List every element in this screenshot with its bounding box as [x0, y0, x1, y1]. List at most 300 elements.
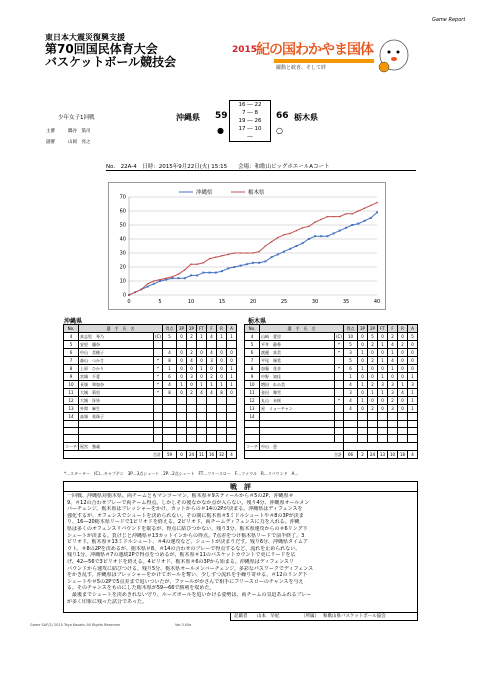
player-stat [163, 341, 177, 349]
player-stat: 4 [207, 333, 217, 341]
player-row [245, 428, 418, 435]
umpire-label: 副審 [46, 140, 55, 145]
player-stat: 0 [398, 397, 408, 405]
score-chart-svg [109, 183, 387, 311]
review-line: 一回戦、沖縄県対栃木県。両チームともマンツーマン。栃木県＃9スティールから＃5の2P、沖縄県＃ [67, 493, 294, 499]
copyright: Game SAF/2/ 2015 Toyo Kasaku All Rights Reserved [30, 623, 121, 627]
player-stat: 8 [163, 357, 177, 365]
player-name [79, 428, 154, 435]
player-stat: 1 [217, 333, 227, 341]
player-stat [388, 413, 398, 421]
player-stat [344, 421, 358, 428]
away-team: 栃木県 [294, 113, 318, 122]
x-tick-label: 35 [342, 299, 350, 305]
player-stat [187, 397, 197, 405]
home-point [345, 227, 347, 229]
player-stat: 3 [408, 381, 418, 389]
player-stat: 0 [358, 373, 368, 381]
player-stat [358, 421, 368, 428]
coach-blank [163, 442, 237, 450]
player-row [64, 397, 237, 405]
player-stat: 5 [163, 333, 177, 341]
y-tick-label: 0 [122, 292, 126, 299]
away-point [134, 291, 136, 293]
logo-stripe [274, 59, 374, 63]
affiliation: 和歌山県バスケットボール協会 [323, 614, 386, 619]
total-label: 合計 [64, 450, 163, 458]
player-stat: 1 [378, 389, 388, 397]
away-point [376, 202, 378, 204]
home-point [227, 267, 229, 269]
away-point [351, 213, 353, 215]
player-stat: 0 [177, 373, 187, 381]
coach-label: コーチ [246, 443, 258, 449]
away-point [258, 251, 260, 253]
home-team: 沖縄県 [176, 113, 200, 122]
home-point [240, 265, 242, 267]
total-stat: 10 [388, 450, 398, 458]
player-stat: 12 [245, 397, 260, 405]
player-stat: 8 [163, 389, 177, 397]
player-stat [388, 428, 398, 435]
player-row [64, 381, 237, 389]
x-tick-label: 25 [280, 299, 288, 305]
player-stat [227, 413, 237, 421]
player-stat [187, 428, 197, 435]
home-point [283, 251, 285, 253]
player-stat [378, 428, 388, 435]
player-stat: 0 [197, 349, 207, 357]
away-point [370, 205, 372, 207]
player-row [64, 357, 237, 365]
home-point [271, 256, 273, 258]
affiliation-label: （所属） [301, 614, 319, 619]
header-cell: 選 手 氏 名 [260, 325, 344, 333]
player-stat: 0 [217, 357, 227, 365]
player-stat [64, 421, 79, 428]
player-stat: 2 [207, 373, 217, 381]
away-point [333, 216, 335, 218]
player-stat: 1 [408, 373, 418, 381]
player-stat: 1 [378, 341, 388, 349]
total-label: 合計 [245, 450, 344, 458]
legend-label: 沖縄県 [196, 190, 213, 196]
player-stat: 2 [187, 389, 197, 397]
review-line: シュートが決まる。負けじと沖縄県＃13カットインからの得点。7点差をつけ栃木県リードで前半終了。3 [67, 532, 305, 539]
player-stat [187, 341, 197, 349]
player-stat [163, 405, 177, 413]
player-role [335, 421, 344, 428]
player-name [260, 435, 335, 442]
player-name: 星 ミョーチャン [260, 405, 335, 413]
header-cell: F [388, 325, 398, 333]
player-stat: 1 [398, 381, 408, 389]
player-row [64, 341, 237, 349]
player-stat [163, 397, 177, 405]
player-name [260, 413, 335, 421]
header-cell: R [398, 325, 408, 333]
kokutai-logo [232, 35, 412, 75]
header-cell: A [408, 325, 418, 333]
home-point [215, 272, 217, 274]
report-label: Game Report [432, 17, 466, 23]
player-stat: 3 [187, 373, 197, 381]
game-info: No. 22A-4 日時：2015年9月22日(火) 15:15 会場：和歌山ビッグホエールAコート [106, 164, 330, 170]
player-stat: 0 [408, 357, 418, 365]
player-stat: 0 [398, 405, 408, 413]
recorder: 山本 早紀 [257, 614, 280, 619]
player-role: * [335, 397, 344, 405]
player-name: 加藤 花音 [260, 365, 335, 373]
player-stat: 4 [388, 357, 398, 365]
info-rule [106, 170, 416, 171]
player-stat [368, 435, 378, 442]
player-stat [217, 413, 227, 421]
player-role: * [154, 389, 163, 397]
player-stat: 1 [368, 389, 378, 397]
player-stat [207, 421, 217, 428]
player-stat: 0 [187, 365, 197, 373]
review-line: をかき乱す。沖縄県はプレッシャーをかけてボールを奪い、少しずつ流れを手繰り寄せる。＃12のリング下 [67, 572, 308, 579]
player-stat: 1 [197, 381, 207, 389]
x-tick-label: 10 [187, 299, 195, 305]
player-stat [378, 413, 388, 421]
player-stat [217, 435, 227, 442]
total-stat: 13 [378, 450, 388, 458]
player-stat [177, 428, 187, 435]
home-point [184, 277, 186, 279]
review-line: が多く印象に残った試合であった。 [67, 598, 147, 605]
home-point [295, 245, 297, 247]
review-line: 9、＃12の合わせプレーで両チーム得点。しかしその後なかなか点が入らない。残り4分、沖縄県オールメン [67, 499, 310, 506]
player-row [245, 381, 418, 389]
period-ot: ― [247, 134, 253, 140]
player-stat [197, 413, 207, 421]
total-stat: 4 [227, 450, 237, 458]
player-stat: 0 [368, 349, 378, 357]
player-stat: 0 [227, 389, 237, 397]
home-stats-table [63, 324, 237, 459]
player-stat: 14 [245, 413, 260, 421]
player-role: * [335, 341, 344, 349]
player-stat [64, 435, 79, 442]
review-line: バーチェンジ。栃木県はプレッシャーをかけ、カットからの＃14の2Pが決まる。沖縄県はディフェンスを [67, 506, 303, 513]
player-stat: 13 [245, 405, 260, 413]
header-cell: No. [245, 325, 260, 333]
player-stat: 2 [187, 349, 197, 357]
player-role [335, 435, 344, 442]
review-line: げ、42―56で3ピリオドを終える。4ピリオド、栃木県＃6の3Pから始まる。沖縄県はディフェンスリ [67, 558, 294, 565]
home-point [221, 270, 223, 272]
player-stat [163, 428, 177, 435]
player-name: 平尾 瑞希 [260, 357, 335, 365]
review-line: 最後までシュートを決めきれない守り、ルーズボールを追いかける姿勢は、両チームの気迫あふれるプレー [67, 591, 312, 598]
home-point [320, 235, 322, 237]
player-stat [227, 341, 237, 349]
coach-name: 屋宮 強義 [79, 442, 163, 450]
player-name [260, 421, 335, 428]
player-stat [197, 428, 207, 435]
player-stat: 2 [368, 341, 378, 349]
player-stat: 1 [217, 381, 227, 389]
player-role: * [154, 365, 163, 373]
player-stat: 10 [245, 381, 260, 389]
player-stat: 0 [378, 397, 388, 405]
home-point [258, 262, 260, 264]
player-stat: 0 [207, 365, 217, 373]
player-row [64, 349, 237, 357]
player-role [154, 428, 163, 435]
player-stat: 1 [378, 373, 388, 381]
period-2: 7 ― 8 [242, 110, 258, 116]
player-stat: 4 [344, 397, 358, 405]
period-3: 19 ― 26 [238, 118, 262, 124]
player-stat [408, 413, 418, 421]
home-point [314, 235, 316, 237]
away-point [277, 237, 279, 239]
player-stat: 1 [388, 349, 398, 357]
header-cell: 得点 [344, 325, 358, 333]
review-line: シュートや＃5の2Pで5点差まで追いついたが、ファールがかさんで相手にフリースローのチャンスを与え [67, 578, 304, 585]
player-stat [163, 421, 177, 428]
player-stat: 4 [207, 349, 217, 357]
player-stat: 4 [398, 389, 408, 397]
away-point [327, 216, 329, 218]
title-line1: 東日本大震災復興支援 [45, 33, 125, 42]
period-1: 16 ― 22 [238, 102, 262, 108]
player-stat [187, 413, 197, 421]
player-stat: 4 [388, 341, 398, 349]
player-stat [217, 405, 227, 413]
player-stat: 0 [398, 349, 408, 357]
player-stat: 0 [368, 373, 378, 381]
home-point [351, 224, 353, 226]
player-row [245, 397, 418, 405]
recorder-box [230, 612, 418, 621]
total-stat: 66 [344, 450, 358, 458]
player-stat [177, 421, 187, 428]
player-stat: 1 [408, 389, 418, 397]
player-stat [163, 413, 177, 421]
player-stat: 0 [378, 365, 388, 373]
away-point [320, 219, 322, 221]
x-tick-label: 5 [158, 299, 162, 305]
review-line: 強化するが、オフェンスでシュートを決められない。その間に栃木県＃5ミドルシュートや＃8の3Pが決ま [67, 512, 304, 519]
player-stat [378, 421, 388, 428]
player-stat: 4 [344, 381, 358, 389]
player-stat [358, 435, 368, 442]
total-stat: 18 [398, 450, 408, 458]
player-stat: 0 [358, 389, 368, 397]
player-stat: 5 [64, 341, 79, 349]
player-stat: 0 [398, 365, 408, 373]
player-name: 金田 舞雪 [260, 389, 335, 397]
player-stat: 11 [64, 389, 79, 397]
player-stat: 0 [408, 341, 418, 349]
player-stat [207, 341, 217, 349]
away-point [339, 216, 341, 218]
player-stat [207, 397, 217, 405]
player-name: 平井 静香 [260, 341, 335, 349]
player-stat [197, 405, 207, 413]
away-point [153, 280, 155, 282]
player-stat [207, 428, 217, 435]
player-role [154, 413, 163, 421]
away-point [184, 269, 186, 271]
home-point [333, 232, 335, 234]
total-stat: 32 [217, 450, 227, 458]
player-stat: 7 [245, 357, 260, 365]
header-cell: R [217, 325, 227, 333]
total-stat: 24 [368, 450, 378, 458]
player-stat [217, 341, 227, 349]
player-stat: 9 [245, 373, 260, 381]
player-stat [344, 428, 358, 435]
player-stat [64, 428, 79, 435]
player-stat: 4 [344, 405, 358, 413]
header-cell: 得点 [163, 325, 177, 333]
umpire: 山岡 亮之 [68, 140, 91, 145]
away-point [215, 256, 217, 258]
player-row [64, 428, 237, 435]
player-row [245, 373, 418, 381]
player-stat: 1 [388, 365, 398, 373]
coach-row [64, 442, 237, 450]
player-stat: 5 [344, 357, 358, 365]
total-stat: 0 [177, 450, 187, 458]
home-point [190, 274, 192, 276]
x-tick-label: 0 [127, 299, 131, 305]
player-row [245, 389, 418, 397]
player-role [335, 389, 344, 397]
home-point [308, 238, 310, 240]
player-stat: 5 [368, 333, 378, 341]
player-name [79, 435, 154, 442]
review-line: ピリオド、栃木県＃13ミドルシュート、＃4の速攻など、シュートが決まりだす。残り6分、沖縄県タイムア [67, 539, 308, 546]
player-row [64, 413, 237, 421]
logo-sub: 躍動と歓喜、そして絆 [276, 65, 327, 71]
player-role [154, 435, 163, 442]
player-stat [245, 421, 260, 428]
player-stat: 3 [388, 405, 398, 413]
player-stat [245, 428, 260, 435]
player-stat [227, 397, 237, 405]
player-stat [378, 435, 388, 442]
player-stat: 0 [388, 373, 398, 381]
y-tick-label: 10 [119, 278, 126, 285]
player-stat: 8 [245, 365, 260, 373]
player-stat: 14 [64, 413, 79, 421]
coach-blank [344, 442, 418, 450]
player-stat: 10 [64, 381, 79, 389]
legend-label: 栃木県 [248, 190, 265, 196]
player-role [154, 341, 163, 349]
player-role: * [335, 365, 344, 373]
away-point [283, 234, 285, 236]
player-stat: 0 [358, 405, 368, 413]
player-stat: 4 [187, 357, 197, 365]
player-stat [197, 421, 207, 428]
player-stat [177, 435, 187, 442]
player-name: 中野 知佳 [260, 373, 335, 381]
player-row [64, 333, 237, 341]
stats-legend: *…スターター (C)…キャプテン 3P…3点シュート 2P…2点シュート FT…フリースロー F…ファウル R…リバウンド A… [64, 471, 299, 476]
player-stat: 2 [187, 333, 197, 341]
away-stats-table [244, 324, 418, 459]
player-stat: 3 [207, 357, 217, 365]
player-stat [388, 435, 398, 442]
total-row [64, 450, 237, 458]
logo-brand: 紀の国わかやま国体 [256, 42, 373, 58]
player-stat: 1 [344, 373, 358, 381]
player-stat: 1 [197, 333, 207, 341]
away-point [308, 226, 310, 228]
away-point [296, 230, 298, 232]
player-role [154, 405, 163, 413]
away-point [271, 241, 273, 243]
header-cell: 2P [368, 325, 378, 333]
player-stat: 0 [197, 357, 207, 365]
version: Ver.3.00a [175, 623, 192, 627]
player-role [154, 421, 163, 428]
header-cell: 3P [177, 325, 187, 333]
player-row [64, 405, 237, 413]
player-stat: 1 [207, 381, 217, 389]
x-tick-label: 30 [311, 299, 319, 305]
away-point [227, 254, 229, 256]
logo-year: 2015 [232, 45, 258, 55]
player-stat [187, 435, 197, 442]
away-point [234, 252, 236, 254]
player-stat: 2 [388, 397, 398, 405]
away-point [141, 289, 143, 291]
player-stat [227, 405, 237, 413]
player-stat [197, 397, 207, 405]
category: 少年女子1回戦 [58, 115, 95, 121]
home-point [277, 253, 279, 255]
header-cell: No. [64, 325, 79, 333]
player-role [335, 381, 344, 389]
player-stat [408, 421, 418, 428]
player-stat: 0 [358, 357, 368, 365]
player-stat: 1 [177, 381, 187, 389]
player-stat: 9 [64, 373, 79, 381]
player-row [245, 357, 418, 365]
title-line3: バスケットボール競技会 [45, 55, 177, 69]
player-stat: 2 [368, 405, 378, 413]
player-stat: 4 [207, 389, 217, 397]
player-stat: 5 [245, 341, 260, 349]
score-chart [108, 182, 386, 310]
away-point [172, 276, 174, 278]
player-stat: 0 [408, 349, 418, 357]
player-stat: 4 [163, 349, 177, 357]
player-role: * [154, 373, 163, 381]
player-stat [207, 435, 217, 442]
player-stat: 0 [217, 373, 227, 381]
player-stat [197, 341, 207, 349]
player-stat [177, 413, 187, 421]
player-stat: 1 [358, 365, 368, 373]
player-stat [408, 428, 418, 435]
player-role [335, 413, 344, 421]
review-line: る。そのチャンスをものにした栃木県が59―66で勝利を収めた。 [67, 585, 215, 592]
period-4: 17 ― 10 [238, 126, 262, 132]
away-point [265, 245, 267, 247]
player-row [245, 435, 418, 442]
away-point [190, 263, 192, 265]
player-name: 森山 つかさ [79, 357, 154, 365]
